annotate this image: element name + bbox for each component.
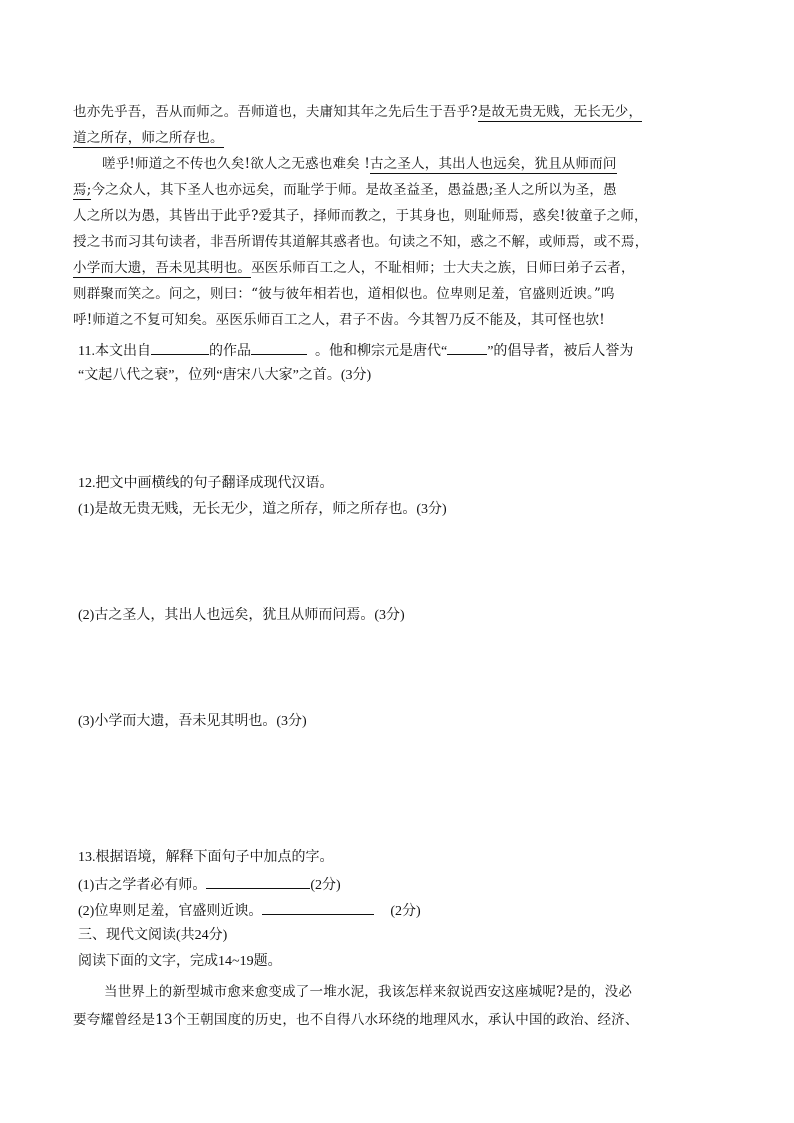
question-12-item-2: (2)古之圣人，其出人也远矣，犹且从师而问焉。(3分) bbox=[78, 608, 405, 623]
passage-text: 呼!师道之不复可知矣。巫医乐师百工之人，君子不齿。今其智乃反不能及，其可怪也欤! bbox=[73, 312, 605, 328]
question-11-line-1: 11.本文出自 的作品 。他和柳宗元是唐代“ ”的倡导者，被后人誉为 bbox=[78, 340, 633, 362]
passage-text: 授之书而习其句读者，非吾所谓传其道解其惑者也。句读之不知，惑之不解，或师焉，或不焉， bbox=[73, 234, 649, 250]
question-13-title: 13.根据语境，解释下面句子中加点的字。 bbox=[78, 850, 334, 865]
modern-text-line-2: 要夸耀曾经是13个王朝国度的历史，也不自得八水环绕的地理风水，承认中国的政治、经济、 bbox=[73, 1012, 639, 1028]
answer-blank-13-2[interactable] bbox=[262, 900, 374, 915]
passage-line-4 bbox=[73, 180, 617, 200]
answer-blank-author[interactable] bbox=[151, 340, 209, 355]
question-12-title: 12.把文中画横线的句子翻译成现代汉语。 bbox=[78, 476, 334, 491]
section-3-instruction: 阅读下面的文字，完成14~19题。 bbox=[78, 954, 282, 969]
modern-text-line-1: 当世界上的新型城市愈来愈变成了一堆水泥，我该怎样来叙说西安这座城呢?是的，没必 bbox=[104, 984, 633, 1000]
passage-line-8 bbox=[73, 284, 615, 304]
answer-blank-13-1[interactable] bbox=[206, 874, 310, 889]
underlined-sentence-2: 古之圣人，其出人也远矣，犹且从师而问 bbox=[369, 156, 617, 172]
passage-line-5 bbox=[73, 206, 648, 226]
passage-text: 今之众人，其下圣人也亦远矣，而耻学于师。是故圣益圣，愚益愚;圣人之所以为圣，愚 bbox=[91, 182, 617, 198]
underlined-sentence-1-cont: 道之所存，师之所存也。 bbox=[73, 130, 224, 146]
passage-line-1 bbox=[73, 102, 642, 122]
answer-blank-movement[interactable] bbox=[447, 340, 487, 355]
passage-text: 嗟乎!师道之不传也久矣!欲人之无惑也难矣 ! bbox=[102, 156, 370, 172]
underlined-sentence-1: 是故无贵无贱，无长无少， bbox=[477, 104, 643, 120]
underlined-sentence-2-cont: 焉; bbox=[73, 182, 92, 198]
answer-blank-work[interactable] bbox=[251, 340, 307, 355]
section-3-heading: 三、现代文阅读(共24分) bbox=[78, 928, 228, 943]
underlined-sentence-3: 小学而大遗，吾未见其明也。 bbox=[73, 260, 252, 276]
passage-line-9 bbox=[73, 310, 605, 330]
question-11-line-2: “文起八代之衰”，位列“唐宋八大家”之首。(3分) bbox=[78, 368, 372, 383]
passage-line-7 bbox=[73, 258, 635, 278]
passage-text: 人之所以为愚，其皆出于此乎?爱其子，择师而教之，于其身也，则耻师焉，惑矣!彼童子之师， bbox=[73, 208, 648, 224]
question-13-item-2: (2)位卑则足羞，官盛则近谀。 (2分) bbox=[78, 900, 421, 922]
passage-line-3 bbox=[102, 154, 617, 174]
question-13-item-1: (1)古之学者必有师。 (2分) bbox=[78, 874, 341, 896]
passage-text: 则群聚而笑之。问之，则曰：“彼与彼年相若也，道相似也。位卑则足羞，官盛则近谀。”呜 bbox=[73, 286, 615, 302]
passage-line-2 bbox=[73, 128, 224, 148]
question-12-item-3: (3)小学而大遗，吾未见其明也。(3分) bbox=[78, 714, 307, 729]
question-12-item-1: (1)是故无贵无贱，无长无少，道之所存，师之所存也。(3分) bbox=[78, 502, 447, 517]
passage-text: 巫医乐师百工之人，不耻相师；士大夫之族，日师曰弟子云者， bbox=[251, 260, 635, 276]
passage-text: 也亦先乎吾，吾从而师之。吾师道也，夫庸知其年之先后生于吾乎? bbox=[73, 104, 478, 120]
passage-line-6 bbox=[73, 232, 648, 252]
